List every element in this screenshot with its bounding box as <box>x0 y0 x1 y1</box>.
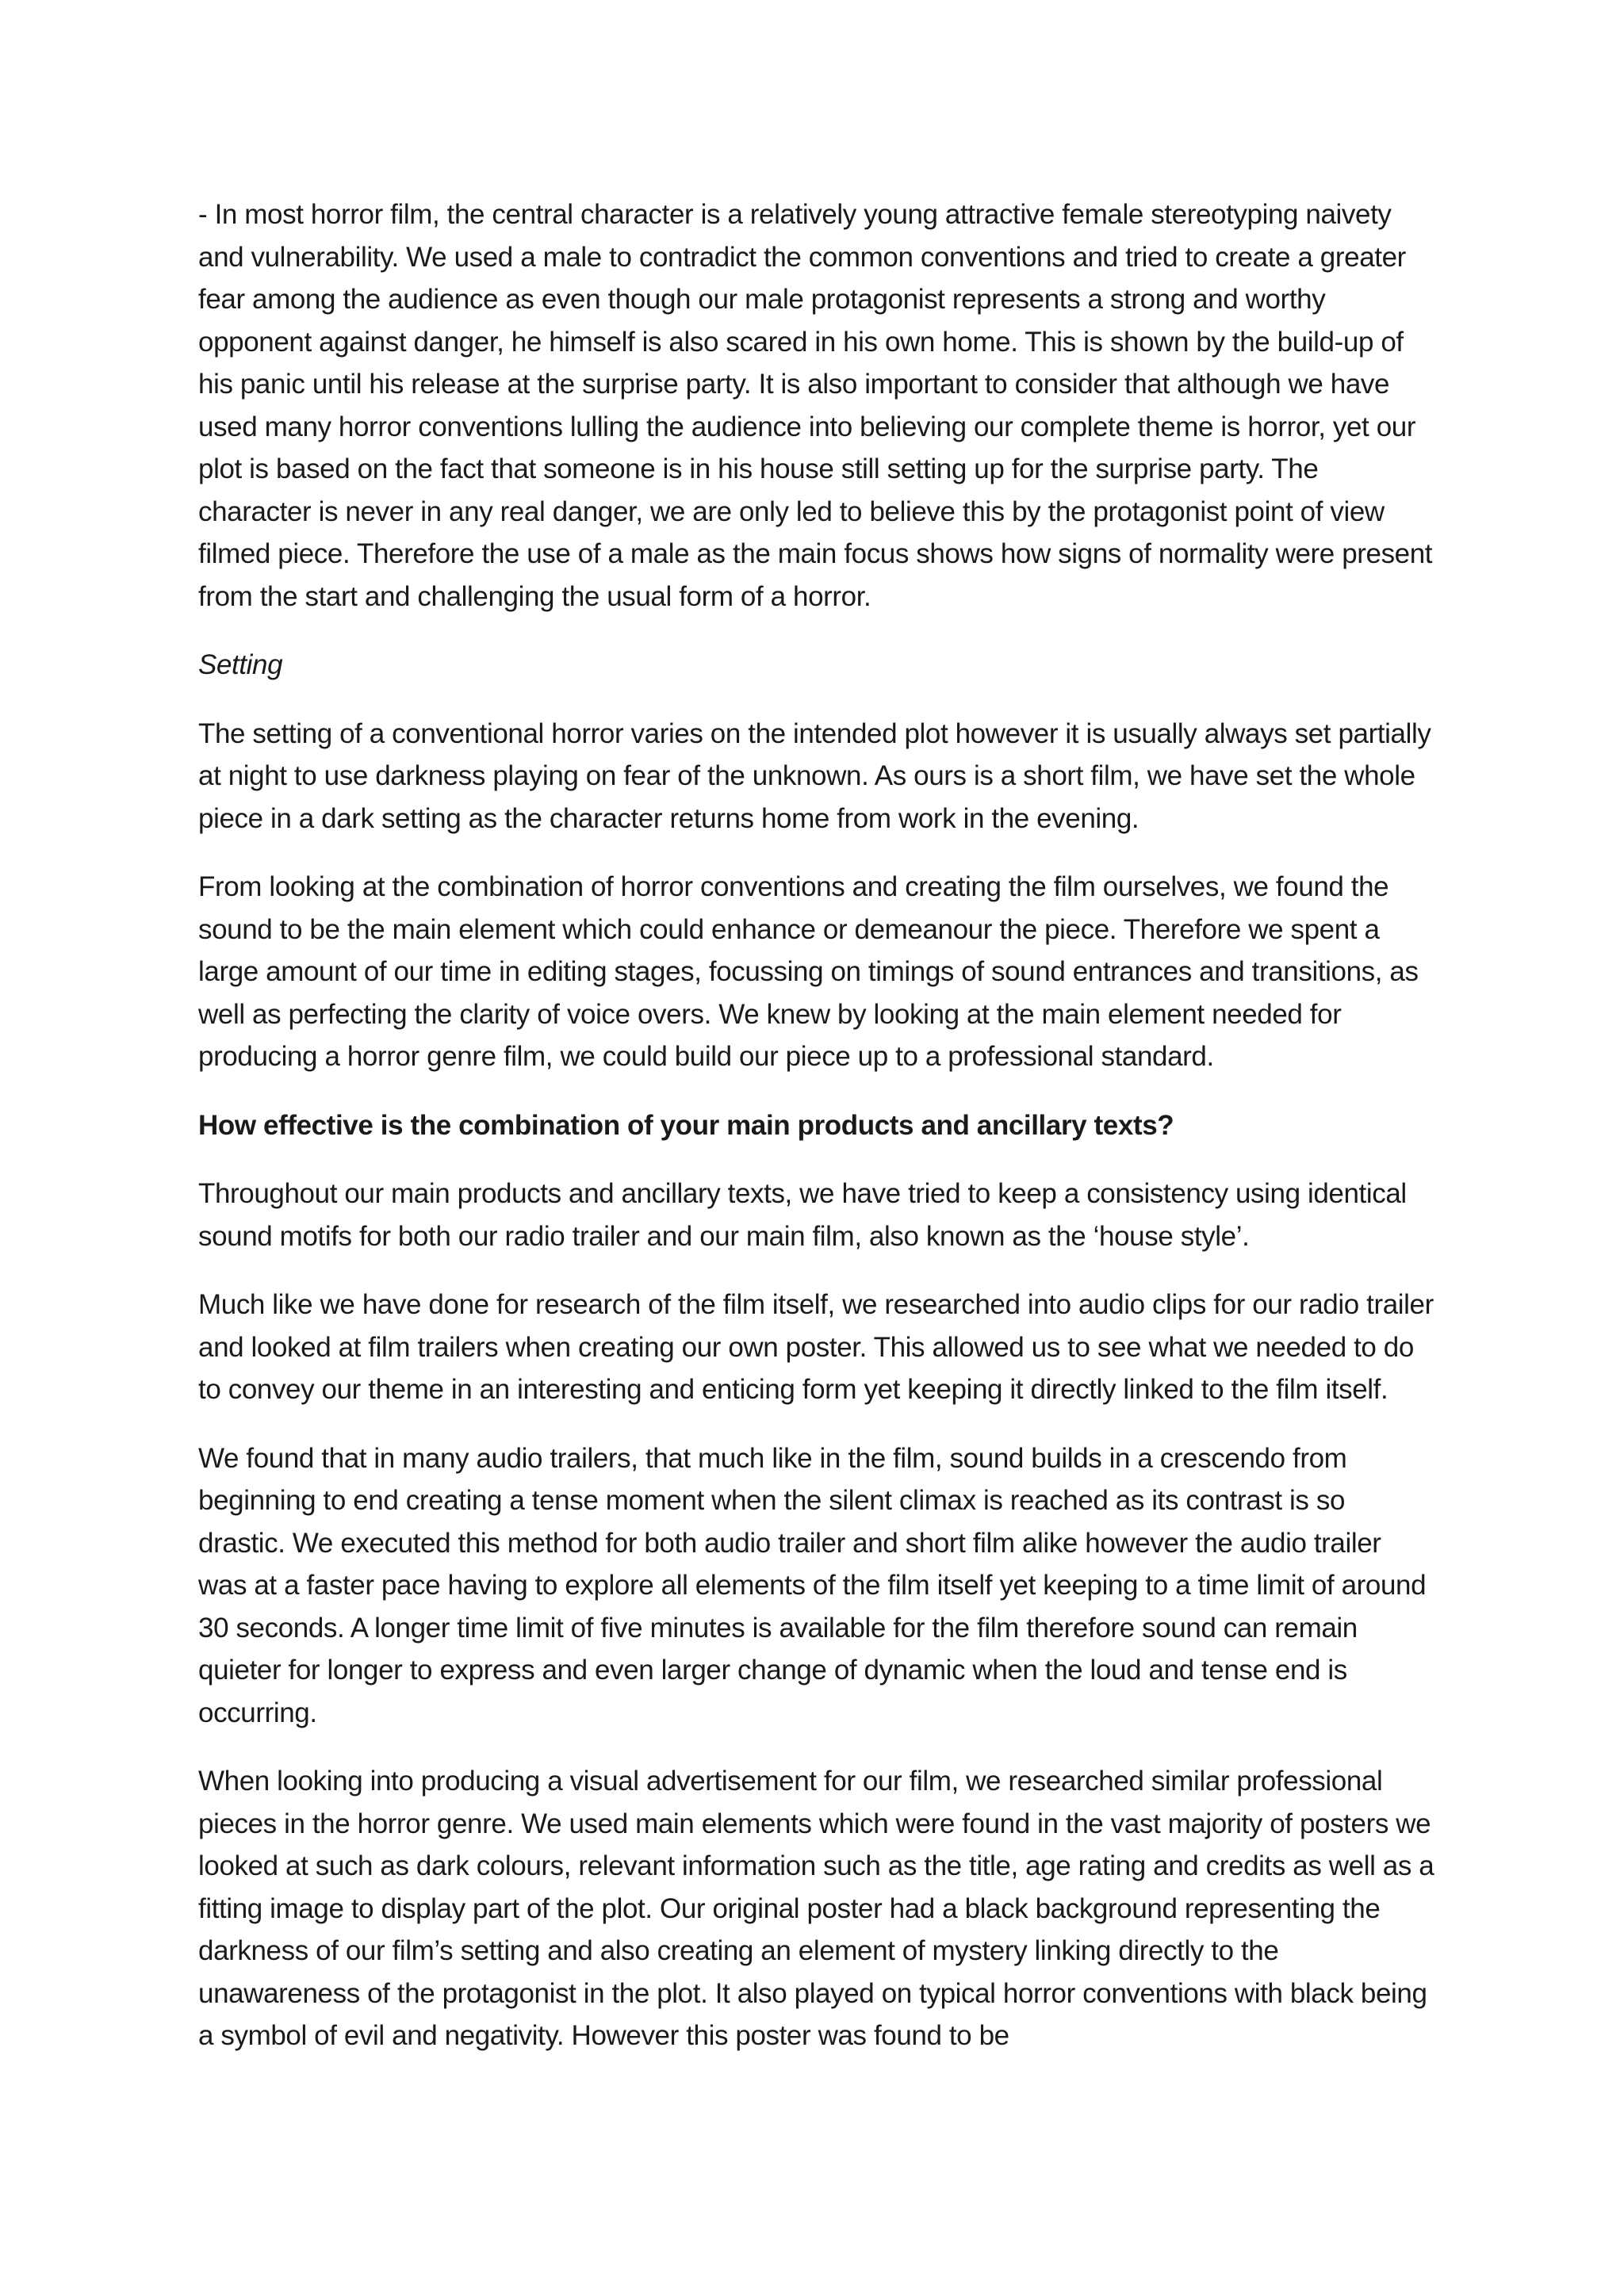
heading-setting: Setting <box>198 649 283 680</box>
paragraph-audio-trailers: We found that in many audio trailers, that much like in the film, sound builds in a crescendo from beginning to end creating a tense moment when the silent climax is reached as its contrast is so drastic. We executed this method for both audio trailer and short film alike however the audio trailer was at a faster pace having to explore all elements of the film itself yet keeping to a time limit of around 30 seconds. A longer time limit of five minutes is available for the film therefore sound can remain quieter for longer to express and even larger change of dynamic when the loud and tense end is occurring. <box>198 1442 1427 1728</box>
paragraph-poster: When looking into producing a visual advertisement for our film, we researched similar professional pieces in the horror genre. We used main elements which were found in the vast majority of posters we looked at such as dark colours, relevant information such as the title, age rating and credits as well as a fitting image to display part of the plot. Our original poster had a black background representing the darkness of our film’s setting and also creating an element of mystery linking directly to the unawareness of the protagonist in the plot. It also played on typical horror conventions with black being a symbol of evil and negativity. However this poster was found to be <box>198 1766 1434 2051</box>
paragraph-male-protagonist: - In most horror film, the central character is a relatively young attractive female stereotyping naivety and vulnerability. We used a male to contradict the common conventions and tried to create a greater fear among the audience as even though our male protagonist represents a strong and worthy opponent against danger, he himself is also scared in his own home. This is shown by the build-up of his panic until his release at the surprise party. It is also important to consider that although we have used many horror conventions lulling the audience into believing our complete theme is horror, yet our plot is based on the fact that someone is in his house still setting up for the surprise party. The character is never in any real danger, we are only led to believe this by the protagonist point of view filmed piece. Therefore the use of a male as the main focus shows how signs of normality were present from the start and challenging the usual form of a horror. <box>198 199 1433 612</box>
paragraph-house-style: Throughout our main products and ancillary texts, we have tried to keep a consistency using identical sound motifs for both our radio trailer and our main film, also known as the ‘house style’. <box>198 1178 1407 1252</box>
paragraph-sound-element: From looking at the combination of horror conventions and creating the film ourselves, we found the sound to be the main element which could enhance or demeanour the piece. Therefore we spent a large amount of our time in editing stages, focussing on timings of sound entrances and transitions, as well as perfecting the clarity of voice overs. We knew by looking at the main element needed for producing a horror genre film, we could build our piece up to a professional standard. <box>198 871 1419 1072</box>
document-body <box>198 193 1435 2084</box>
paragraph-setting: The setting of a conventional horror varies on the intended plot however it is usually always set partially at night to use darkness playing on fear of the unknown. As ours is a short film, we have set the whole piece in a dark setting as the character returns home from work in the evening. <box>198 718 1431 834</box>
heading-combination-question: How effective is the combination of your main products and ancillary texts? <box>198 1109 1174 1141</box>
paragraph-research: Much like we have done for research of the film itself, we researched into audio clips for our radio trailer and looked at film trailers when creating our own poster. This allowed us to see what we needed to do to convey our theme in an interesting and enticing form yet keeping it directly linked to the film itself. <box>198 1289 1434 1405</box>
